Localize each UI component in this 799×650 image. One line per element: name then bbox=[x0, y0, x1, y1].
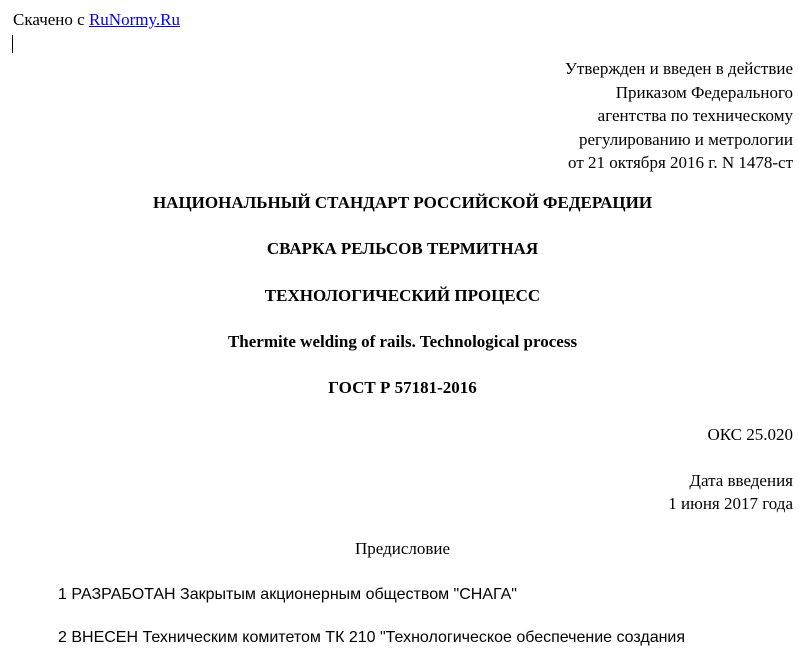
approval-line: от 21 октября 2016 г. N 1478-ст bbox=[568, 153, 793, 172]
approval-line: регулированию и метрологии bbox=[578, 129, 793, 149]
approval-line: Приказом Федерального bbox=[615, 82, 793, 102]
document-subtitle: ТЕХНОЛОГИЧЕСКИЙ ПРОЦЕСС bbox=[264, 286, 541, 305]
document-title: СВАРКА РЕЛЬСОВ ТЕРМИТНАЯ bbox=[266, 239, 539, 258]
preface-item: 2 ВНЕСЕН Техническим комитетом ТК 210 "Технологическое обеспечение создания bbox=[58, 629, 686, 646]
text-cursor bbox=[12, 35, 13, 53]
national-standard-heading: НАЦИОНАЛЬНЫЙ СТАНДАРТ РОССИЙСКОЙ ФЕДЕРАЦИИ bbox=[152, 193, 653, 212]
intro-date-value: 1 июня 2017 года bbox=[668, 494, 793, 513]
source-link[interactable]: RuNormy.Ru bbox=[88, 10, 180, 29]
oks-code: ОКС 25.020 bbox=[707, 425, 793, 444]
standard-code: ГОСТ Р 57181-2016 bbox=[328, 378, 477, 397]
intro-date-label: Дата введения bbox=[689, 471, 793, 490]
source-prefix: Скачено с bbox=[13, 10, 89, 29]
approval-line: агентства по техническому bbox=[597, 106, 793, 125]
approval-block bbox=[565, 57, 793, 175]
english-title: Thermite welding of rails. Technological process bbox=[227, 332, 578, 351]
preface-heading: Предисловие bbox=[354, 539, 451, 558]
source-line bbox=[13, 9, 180, 31]
approval-line: Утвержден и введен в действие bbox=[564, 59, 793, 78]
preface-item: 1 РАЗРАБОТАН Закрытым акционерным обществом "СНАГА" bbox=[58, 586, 517, 603]
